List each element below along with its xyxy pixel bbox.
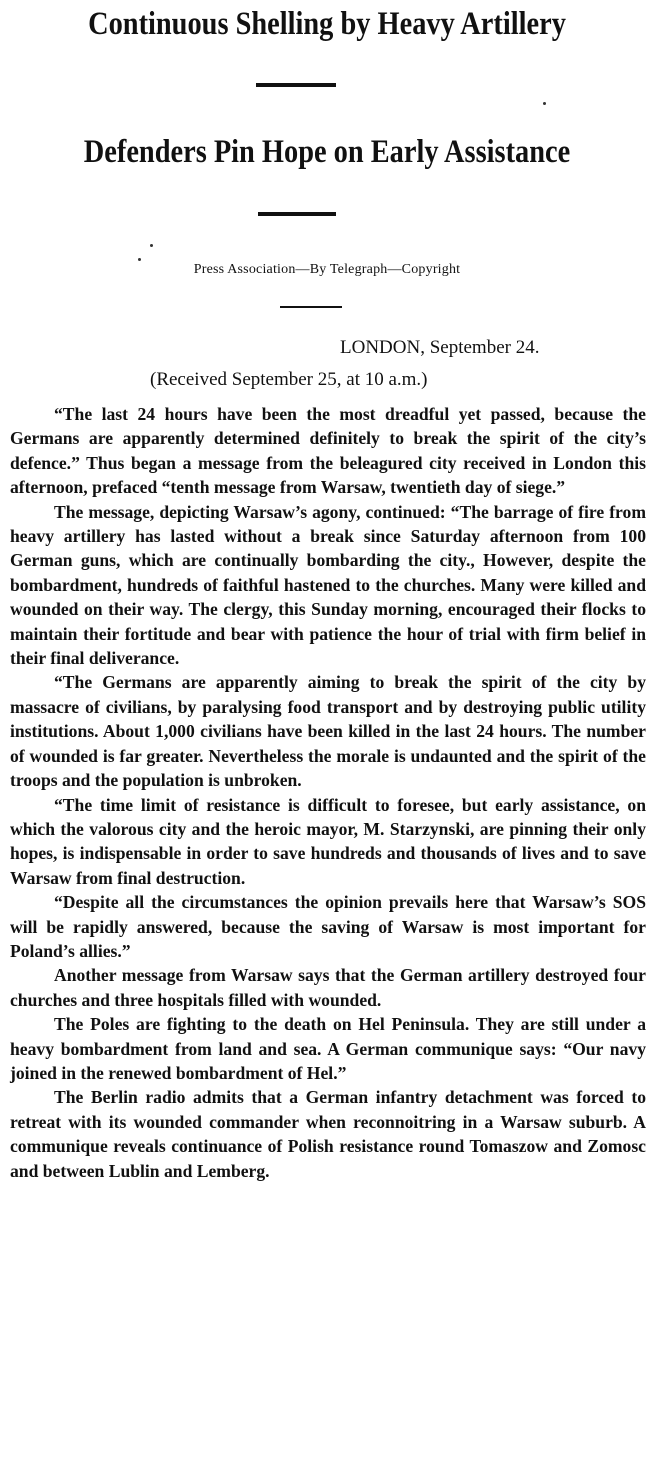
divider-rule	[256, 83, 336, 87]
print-speck	[150, 244, 153, 247]
dateline: LONDON, September 24.	[340, 337, 540, 358]
paragraph: Another message from Warsaw says that the German artillery destroyed four churches and three hospitals filled with wounded.	[10, 965, 646, 1010]
headline-primary: Continuous Shelling by Heavy Artillery	[88, 6, 566, 42]
paragraph: The message, depicting Warsaw’s agony, continued: “The barrage of fire from heavy artillery has lasted without a break since Saturday afternoon from 100 German guns, which are continually bombarding the city., However, despite the bombardment, hundreds of faithful hastened to the churches. Many were killed and wounded on their way. The clergy, this Sunday morning, encouraged their flocks to maintain their fortitude and bear with patience the hour of trial with firm belief in their final deliverance.	[10, 501, 646, 669]
print-speck	[138, 258, 141, 261]
paragraph: “The last 24 hours have been the most dreadful yet passed, because the Germans are apparently determined definitely to break the spirit of the city’s defence.” Thus began a message from the beleagured city received in London this afternoon, prefaced “tenth message from Warsaw, twentieth day of siege.”	[10, 404, 646, 498]
divider-rule	[258, 212, 336, 216]
article-body	[10, 402, 646, 1183]
received-note: (Received September 25, at 10 a.m.)	[150, 369, 428, 390]
paragraph: The Berlin radio admits that a German infantry detachment was forced to retreat with its wounded commander when reconnoitring in a Warsaw suburb. A communique reveals continuance of Polish resistance round Tomaszow and Zomosc and between Lublin and Lemberg.	[10, 1087, 646, 1181]
paragraph: “The time limit of resistance is difficult to foresee, but early assistance, on which the valorous city and the heroic mayor, M. Starzynski, are pinning their only hopes, is indispensable in order to save hundreds and thousands of lives and to save Warsaw from final destruction.	[10, 794, 646, 888]
headline-secondary: Defenders Pin Hope on Early Assistance	[83, 134, 571, 170]
divider-rule	[280, 306, 342, 308]
paragraph: The Poles are fighting to the death on Hel Peninsula. They are still under a heavy bombardment from land and sea. A German communique says: “Our navy joined in the renewed bombardment of Hel.”	[10, 1014, 646, 1083]
paragraph: “The Germans are apparently aiming to break the spirit of the city by massacre of civilians, by paralysing food transport and by destroying public utility institutions. About 1,000 civilians have been killed in the last 24 hours. The number of wounded is far greater. Nevertheless the morale is undaunted and the spirit of the troops and the population is unbroken.	[10, 672, 646, 791]
byline: Press Association—By Telegraph—Copyright	[193, 262, 461, 277]
paragraph: “Despite all the circumstances the opinion prevails here that Warsaw’s SOS will be rapidly answered, because the saving of Warsaw is most important for Poland’s allies.”	[10, 892, 646, 961]
print-speck	[543, 102, 546, 105]
